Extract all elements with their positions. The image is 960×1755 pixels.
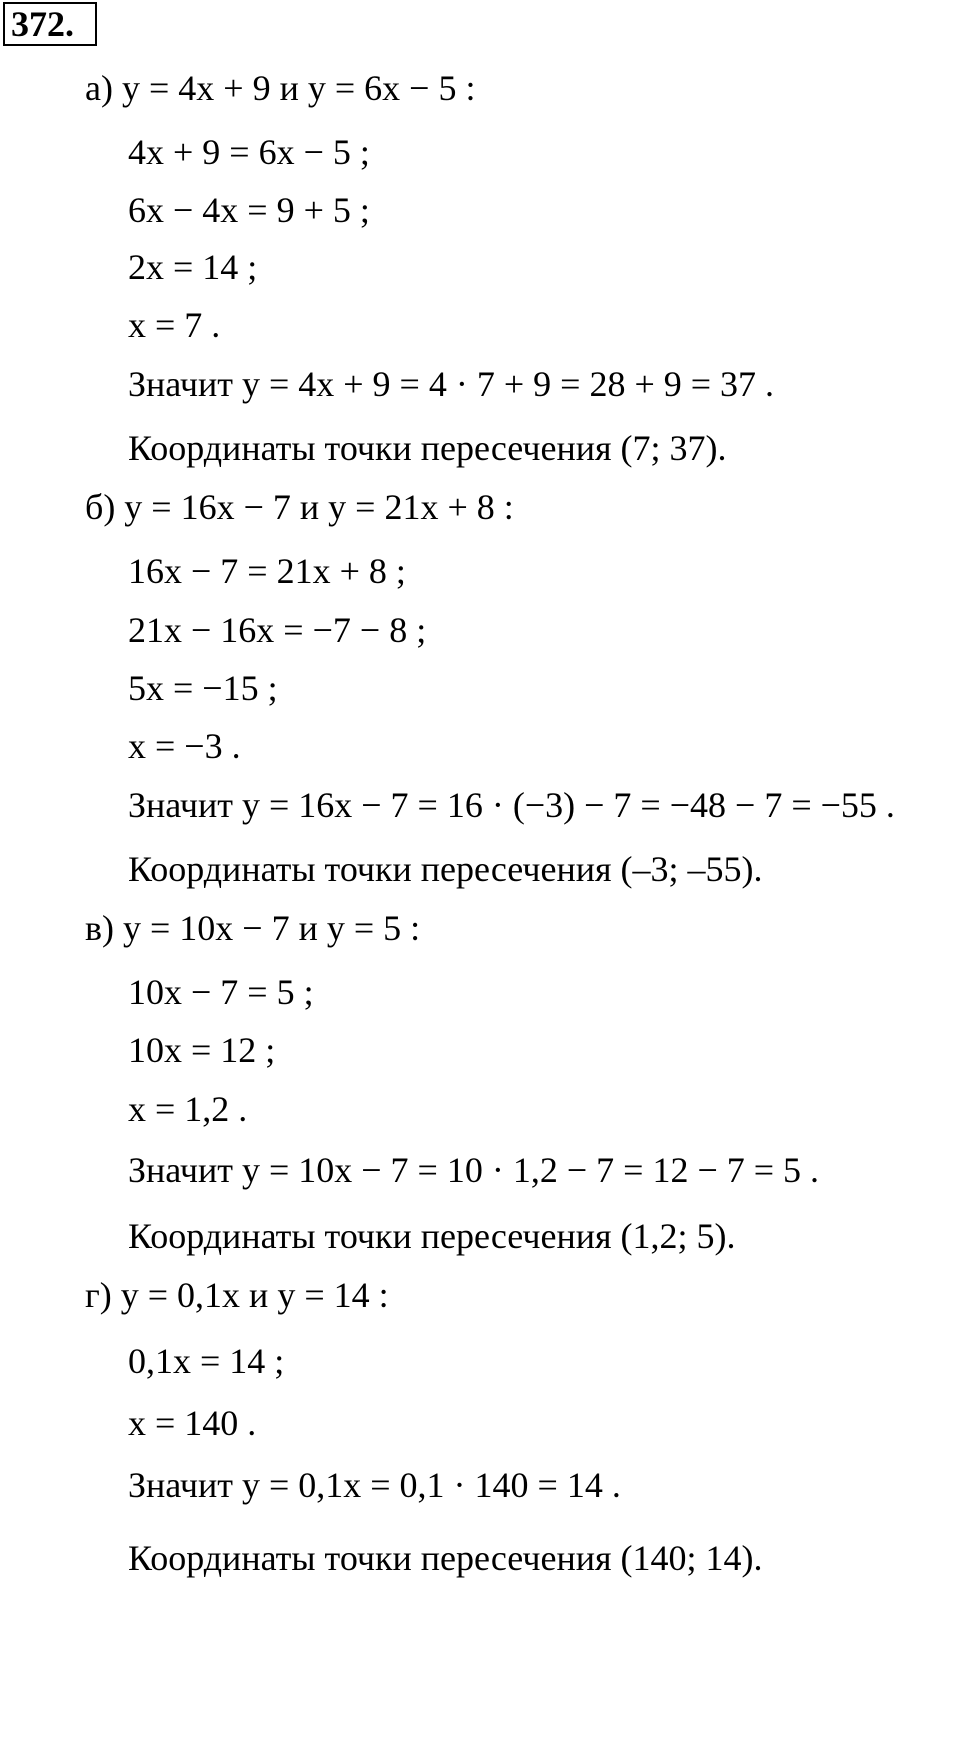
problem-number: 372. (3, 2, 97, 46)
part-v-step-3: x = 1,2 . (128, 1089, 248, 1129)
part-a-conclusion: Значит y = 4x + 9 = 4 · 7 + 9 = 28 + 9 = 37 . (128, 364, 775, 404)
part-b-step-1: 16x − 7 = 21x + 8 ; (128, 551, 406, 591)
part-g-step-1: 0,1x = 14 ; (128, 1341, 285, 1381)
part-g-step-2: x = 140 . (128, 1403, 257, 1443)
part-a-step-2: 6x − 4x = 9 + 5 ; (128, 190, 370, 230)
part-a-step-1: 4x + 9 = 6x − 5 ; (128, 132, 370, 172)
part-a-step-3: 2x = 14 ; (128, 247, 258, 287)
part-v-step-1: 10x − 7 = 5 ; (128, 972, 314, 1012)
part-b-conclusion: Значит y = 16x − 7 = 16 · (−3) − 7 = −48 − 7 = −55 . (128, 785, 895, 825)
part-v-header: в) y = 10x − 7 и y = 5 : (85, 908, 421, 948)
part-v-step-2: 10x = 12 ; (128, 1030, 276, 1070)
part-g-answer: Координаты точки пересечения (140; 14). (128, 1538, 763, 1578)
part-b-answer: Координаты точки пересечения (–3; –55). (128, 849, 763, 889)
part-v-answer: Координаты точки пересечения (1,2; 5). (128, 1216, 736, 1256)
part-a-header: а) y = 4x + 9 и y = 6x − 5 : (85, 68, 476, 108)
part-b-step-3: 5x = −15 ; (128, 668, 278, 708)
part-b-header: б) y = 16x − 7 и y = 21x + 8 : (85, 487, 514, 527)
part-a-answer: Координаты точки пересечения (7; 37). (128, 428, 727, 468)
part-b-step-2: 21x − 16x = −7 − 8 ; (128, 610, 427, 650)
part-g-conclusion: Значит y = 0,1x = 0,1 · 140 = 14 . (128, 1465, 621, 1505)
part-v-conclusion: Значит y = 10x − 7 = 10 · 1,2 − 7 = 12 − 7 = 5 . (128, 1150, 820, 1190)
part-g-header: г) y = 0,1x и y = 14 : (85, 1275, 389, 1315)
part-a-step-4: x = 7 . (128, 305, 221, 345)
part-b-step-4: x = −3 . (128, 726, 241, 766)
